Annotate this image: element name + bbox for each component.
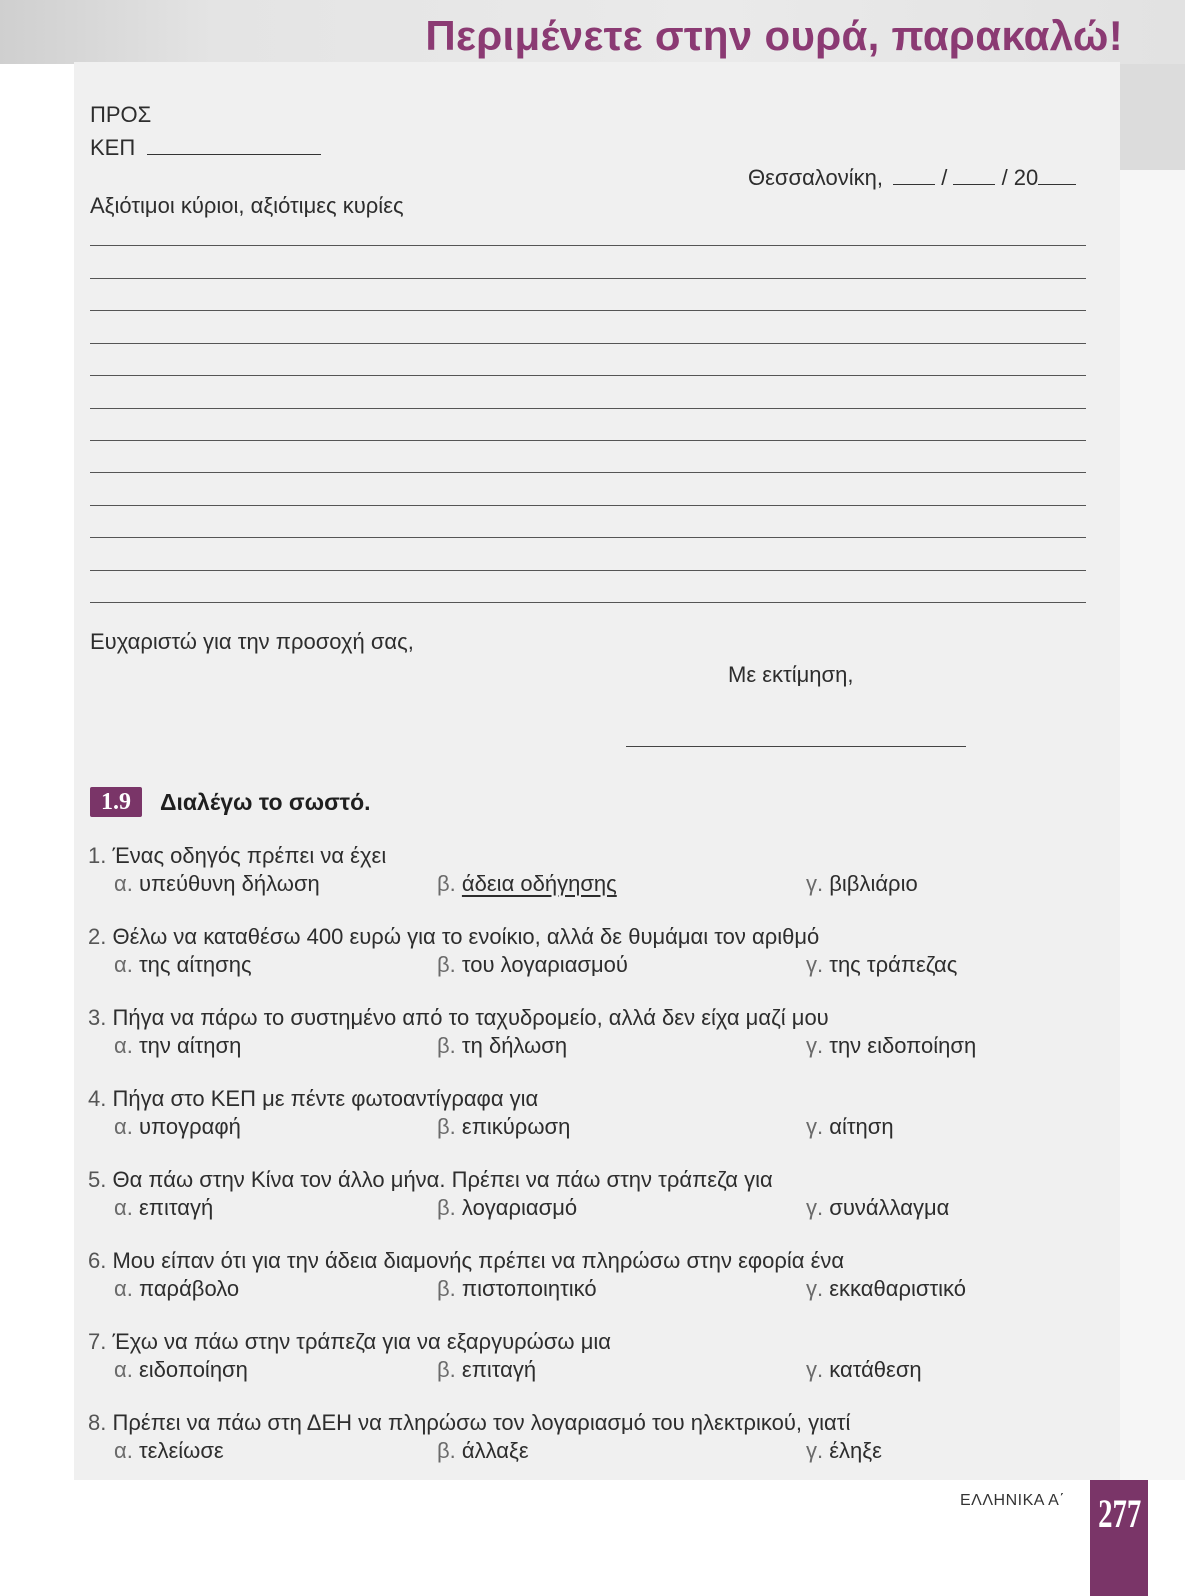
option-b[interactable]: β. πιστοποιητικό	[437, 1276, 597, 1301]
option-b[interactable]: β. λογαριασμό	[437, 1195, 578, 1220]
option-c[interactable]: γ. έληξε	[806, 1438, 882, 1463]
question-text: Θέλω να καταθέσω 400 ευρώ για το ενοίκιο, αλλά δε θυμάμαι τον αριθμό	[112, 924, 820, 949]
option-a[interactable]: α. υπογραφή	[114, 1114, 241, 1139]
closing-regards: Με εκτίμηση,	[728, 662, 854, 687]
date-line	[748, 165, 1076, 191]
option-c[interactable]: γ. την ειδοποίηση	[806, 1033, 977, 1058]
page-title: Περιμένετε στην ουρά, παρακαλώ!	[425, 12, 1123, 59]
salutation: Αξιότιμοι κύριοι, αξιότιμες κυρίες	[90, 193, 404, 218]
date-sep2: / 20	[1001, 165, 1039, 190]
option-b[interactable]: β. επιταγή	[437, 1357, 537, 1382]
writing-line[interactable]	[90, 310, 1086, 311]
option-a[interactable]: α. υπεύθυνη δήλωση	[114, 871, 320, 896]
option-c[interactable]: γ. αίτηση	[806, 1114, 894, 1139]
writing-line[interactable]	[90, 440, 1086, 441]
question-number: 7.	[88, 1329, 107, 1354]
question-number: 4.	[88, 1086, 107, 1111]
option-a[interactable]: α. επιταγή	[114, 1195, 214, 1220]
option-c[interactable]: γ. συνάλλαγμα	[806, 1195, 950, 1220]
option-c[interactable]: γ. της τράπεζας	[806, 952, 958, 977]
month-blank[interactable]	[953, 184, 995, 185]
question-text: Έχω να πάω στην τράπεζα για να εξαργυρώσω μια	[112, 1329, 611, 1354]
option-a[interactable]: α. ειδοποίηση	[114, 1357, 248, 1382]
question-number: 3.	[88, 1005, 107, 1030]
page-number: 277	[1098, 1491, 1142, 1536]
writing-line[interactable]	[90, 278, 1086, 279]
writing-line[interactable]	[90, 570, 1086, 571]
option-b[interactable]: β. του λογαριασμού	[437, 952, 628, 977]
writing-line[interactable]	[90, 245, 1086, 246]
question-number: 2.	[88, 924, 107, 949]
option-b[interactable]: β. τη δήλωση	[437, 1033, 568, 1058]
option-b[interactable]: β. επικύρωση	[437, 1114, 571, 1139]
question-stem	[88, 1248, 844, 1274]
writing-line[interactable]	[90, 343, 1086, 344]
option-a[interactable]: α. την αίτηση	[114, 1033, 242, 1058]
question-number: 6.	[88, 1248, 107, 1273]
kep-line	[90, 135, 321, 161]
question-number: 8.	[88, 1410, 107, 1435]
question-text: Πρέπει να πάω στη ΔΕΗ να πληρώσω τον λογαριασμό του ηλεκτρικού, γιατί	[112, 1410, 851, 1435]
content-panel-edge	[1120, 170, 1185, 1480]
page-number-box	[1090, 1480, 1148, 1596]
question-stem	[88, 1410, 850, 1436]
margin-strip	[1120, 64, 1185, 170]
writing-line[interactable]	[90, 505, 1086, 506]
writing-line[interactable]	[90, 602, 1086, 603]
signature-line[interactable]	[626, 746, 966, 747]
option-b-selected[interactable]: β. άδεια οδήγησης	[437, 871, 617, 896]
writing-line[interactable]	[90, 375, 1086, 376]
to-label: ΠΡΟΣ	[90, 102, 152, 127]
writing-line[interactable]	[90, 472, 1086, 473]
option-a[interactable]: α. της αίτησης	[114, 952, 252, 977]
option-c[interactable]: γ. εκκαθαριστικό	[806, 1276, 966, 1301]
closing-thanks: Ευχαριστώ για την προσοχή σας,	[90, 629, 414, 654]
question-number: 1.	[88, 843, 107, 868]
question-stem	[88, 1086, 538, 1112]
kep-blank[interactable]	[147, 154, 321, 155]
question-text: Θα πάω στην Κίνα τον άλλο μήνα. Πρέπει να πάω στην τράπεζα για	[112, 1167, 773, 1192]
question-stem	[88, 843, 386, 869]
date-city: Θεσσαλονίκη,	[748, 165, 883, 190]
date-sep1: /	[941, 165, 948, 190]
year-blank[interactable]	[1038, 184, 1076, 185]
question-text: Πήγα να πάρω το συστημένο από το ταχυδρομείο, αλλά δεν είχα μαζί μου	[112, 1005, 829, 1030]
question-stem	[88, 1005, 829, 1031]
question-text: Μου είπαν ότι για την άδεια διαμονής πρέπει να πληρώσω στην εφορία ένα	[112, 1248, 845, 1273]
day-blank[interactable]	[893, 184, 935, 185]
question-stem	[88, 1329, 611, 1355]
book-title: ΕΛΛΗΝΙΚΑ Α΄	[960, 1492, 1066, 1509]
writing-line[interactable]	[90, 408, 1086, 409]
option-c[interactable]: γ. βιβλιάριο	[806, 871, 918, 896]
exercise-number-badge: 1.9	[90, 787, 142, 817]
question-stem	[88, 924, 819, 950]
writing-line[interactable]	[90, 537, 1086, 538]
kep-label: ΚΕΠ	[90, 135, 136, 160]
option-c[interactable]: γ. κατάθεση	[806, 1357, 922, 1382]
option-a[interactable]: α. τελείωσε	[114, 1438, 224, 1463]
option-a[interactable]: α. παράβολο	[114, 1276, 240, 1301]
question-number: 5.	[88, 1167, 107, 1192]
question-text: Πήγα στο ΚΕΠ με πέντε φωτοαντίγραφα για	[112, 1086, 539, 1111]
question-text: Ένας οδηγός πρέπει να έχει	[112, 843, 387, 868]
option-b[interactable]: β. άλλαξε	[437, 1438, 529, 1463]
question-stem	[88, 1167, 773, 1193]
exercise-instruction: Διαλέγω το σωστό.	[160, 789, 371, 815]
